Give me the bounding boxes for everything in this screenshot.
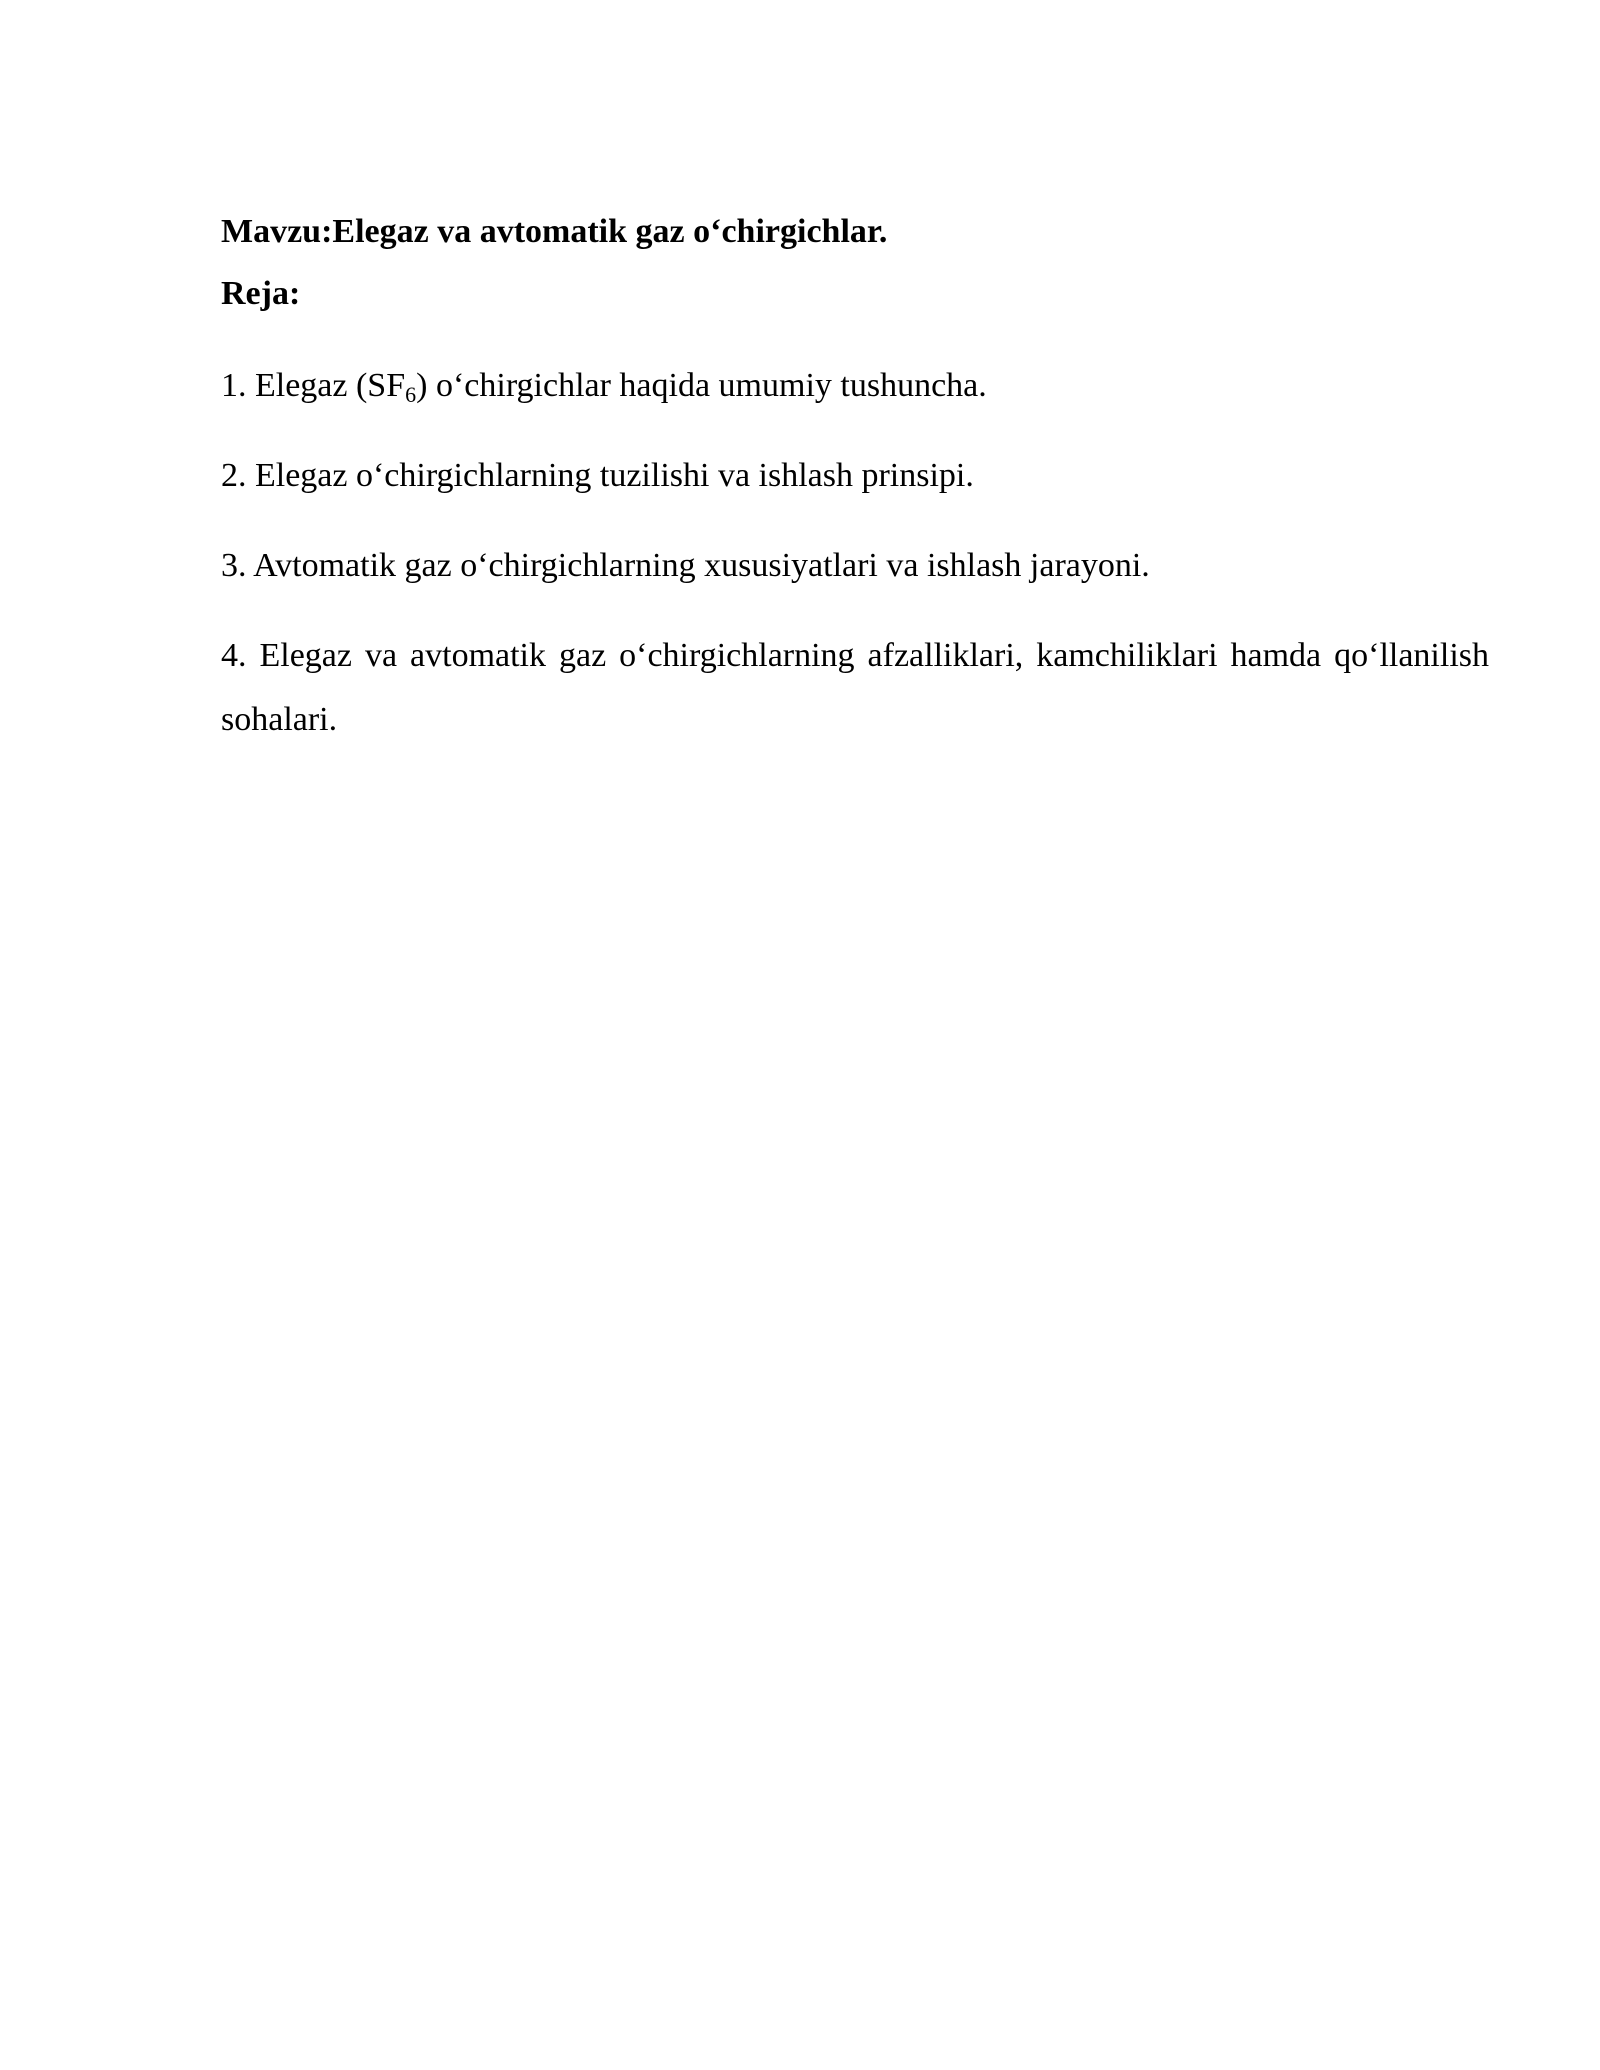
plan-item-subscript: 6 bbox=[405, 382, 417, 407]
plan-item-text-before: Elegaz (SF bbox=[255, 367, 406, 404]
plan-item-number: 1. bbox=[221, 367, 247, 404]
page-title: Mavzu:Elegaz va avtomatik gaz o‘chirgichlar. bbox=[221, 213, 888, 250]
plan-item-1 bbox=[221, 354, 1489, 418]
plan-item-2 bbox=[221, 444, 1489, 508]
plan-item-text-after: ) o‘chirgichlar haqida umumiy tushuncha. bbox=[416, 367, 987, 404]
plan-item-number: 2. bbox=[221, 457, 247, 494]
plan-item-text: Elegaz va avtomatik gaz o‘chirgichlarning afzalliklari, kamchiliklari hamda qo‘llanilish sohalari. bbox=[221, 637, 1489, 738]
plan-item-4 bbox=[221, 624, 1489, 752]
plan-item-number: 3. bbox=[221, 547, 247, 584]
plan-item-number: 4. bbox=[221, 637, 247, 674]
plan-item-3 bbox=[221, 534, 1489, 598]
document-content bbox=[221, 208, 1489, 778]
plan-list bbox=[221, 354, 1489, 752]
plan-item-text: Elegaz o‘chirgichlarning tuzilishi va ishlash prinsipi. bbox=[255, 457, 974, 494]
plan-heading: Reja: bbox=[221, 275, 301, 312]
plan-item-text: Avtomatik gaz o‘chirgichlarning xususiyatlari va ishlash jarayoni. bbox=[253, 547, 1150, 584]
